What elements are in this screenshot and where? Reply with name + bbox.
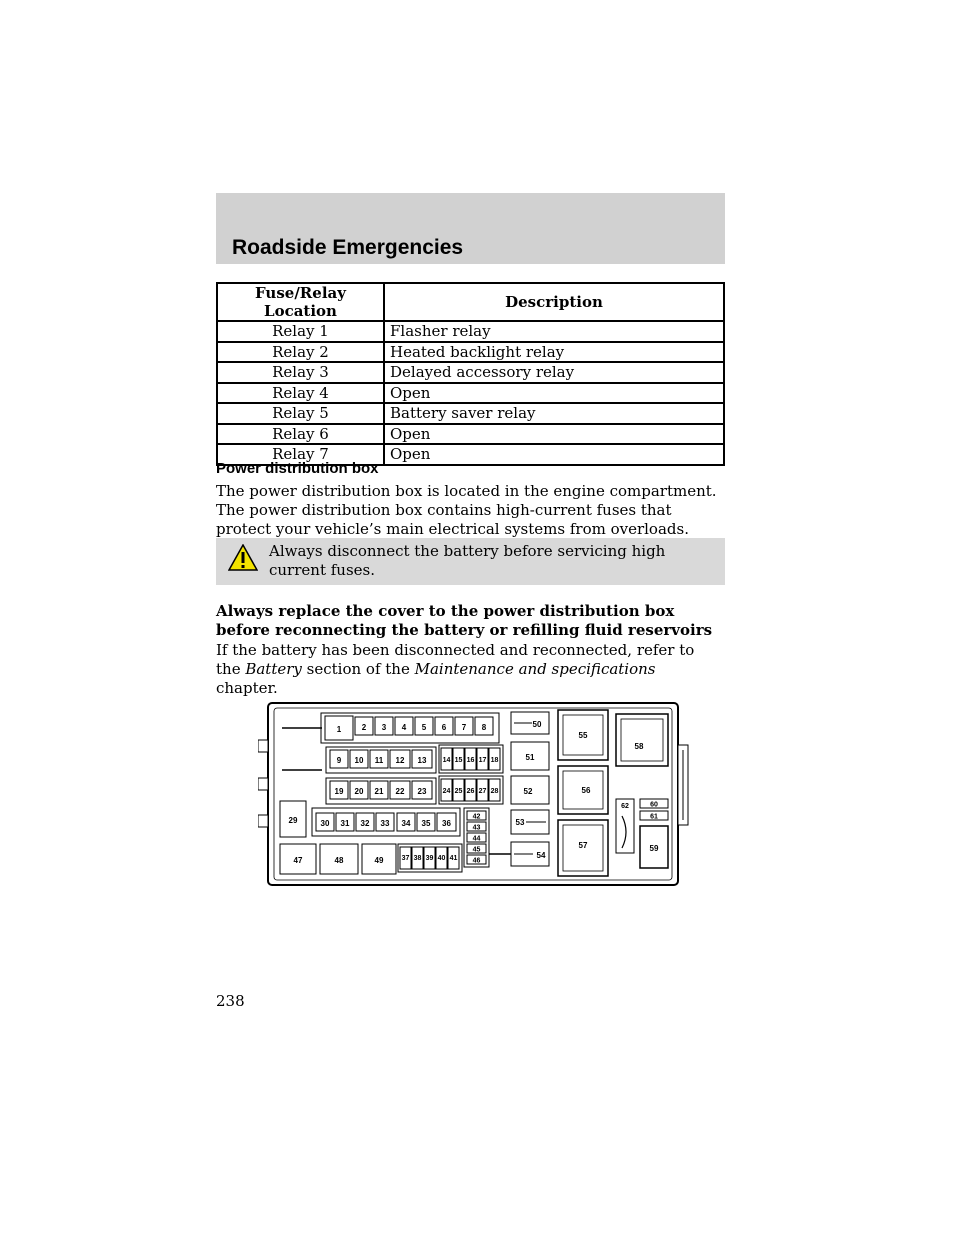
fuse-label-20: 20	[354, 787, 364, 796]
fuse-label-61: 61	[650, 813, 658, 821]
fuse-label-49: 49	[374, 856, 384, 865]
relay-label-57: 57	[578, 841, 588, 850]
fuse-label-5: 5	[421, 723, 427, 732]
fuse-label-45: 45	[472, 846, 481, 854]
cell-location: Relay 3	[217, 362, 384, 383]
fuse-label-48: 48	[334, 856, 344, 865]
fuse-label-6: 6	[441, 723, 447, 732]
table-row	[217, 342, 724, 363]
table-row	[217, 403, 724, 424]
chapter-reference: Maintenance and specifications	[414, 660, 656, 678]
fuse-label-40: 40	[437, 855, 446, 862]
reference-middle: section of the	[301, 660, 415, 678]
fuse-label-59: 59	[649, 844, 659, 853]
fuse-label-41: 41	[449, 855, 458, 862]
fuse-label-44: 44	[472, 835, 481, 843]
cell-location: Relay 2	[217, 342, 384, 363]
fuse-label-46: 46	[472, 857, 481, 865]
table-row	[217, 362, 724, 383]
relay-label-58: 58	[634, 742, 644, 751]
fuse-label-21: 21	[374, 787, 384, 796]
cell-location: Relay 5	[217, 403, 384, 424]
table-row	[217, 424, 724, 445]
warning-text: Always disconnect the battery before servicing high current fuses.	[269, 542, 666, 579]
section-title: Power distribution box	[216, 460, 379, 477]
fuse-label-4: 4	[401, 723, 407, 732]
fuse-label-13: 13	[417, 756, 427, 765]
fuse-label-24: 24	[442, 788, 451, 795]
fuse-label-19: 19	[334, 787, 344, 796]
fuse-label-60: 60	[650, 801, 658, 809]
cell-location: Relay 4	[217, 383, 384, 404]
fuse-label-28: 28	[490, 788, 499, 795]
fuse-label-39: 39	[425, 855, 434, 862]
power-distribution-box-diagram	[258, 700, 698, 890]
cell-description: Open	[384, 444, 724, 465]
fuse-label-50: 50	[532, 720, 542, 729]
fuse-relay-table	[216, 282, 725, 466]
cell-description: Battery saver relay	[384, 403, 724, 424]
fuse-label-54: 54	[536, 851, 546, 860]
fuse-label-33: 33	[380, 819, 390, 828]
fuse-label-7: 7	[461, 723, 467, 732]
fuse-label-32: 32	[360, 819, 370, 828]
battery-reference: Battery	[245, 660, 302, 678]
fuse-label-11: 11	[374, 756, 384, 765]
cell-location: Relay 7	[217, 444, 384, 465]
fuse-label-14: 14	[442, 757, 451, 764]
fuse-label-17: 17	[478, 757, 487, 764]
table-row	[217, 321, 724, 342]
fuse-label-10: 10	[354, 756, 364, 765]
fuse-label-18: 18	[490, 757, 499, 764]
intro-paragraph: The power distribution box is located in the engine compartment. The power distribution box contains high-current fuses that protect your vehicle’s main electrical systems from overloads.	[216, 482, 717, 538]
page-header-title: Roadside Emergencies	[232, 236, 464, 259]
relay-label-56: 56	[581, 786, 591, 795]
fuse-label-47: 47	[293, 856, 303, 865]
fuse-label-16: 16	[466, 757, 475, 764]
fuse-label-25: 25	[454, 788, 463, 795]
cell-location: Relay 6	[217, 424, 384, 445]
fuse-label-15: 15	[454, 757, 463, 764]
cover-note: Always replace the cover to the power distribution box before reconnecting the battery or refilling fluid reservoirs	[216, 602, 713, 639]
fuse-label-27: 27	[478, 788, 487, 795]
fuse-label-42: 42	[472, 813, 481, 821]
cell-description: Flasher relay	[384, 321, 724, 342]
fuse-label-62: 62	[621, 803, 629, 810]
fuse-label-34: 34	[401, 819, 411, 828]
cell-description: Delayed accessory relay	[384, 362, 724, 383]
fuse-label-22: 22	[395, 787, 405, 796]
reference-prefix: If the battery has been disconnected and reconnected, refer to the	[216, 641, 695, 678]
cell-location: Relay 1	[217, 321, 384, 342]
fuse-label-53: 53	[515, 818, 525, 827]
fuse-label-38: 38	[413, 855, 422, 862]
warning-icon	[228, 544, 258, 572]
page-number: 238	[216, 992, 245, 1010]
fuse-label-52: 52	[523, 787, 533, 796]
table-header-row	[217, 283, 724, 321]
table-row	[217, 383, 724, 404]
fuse-label-29: 29	[288, 816, 298, 825]
fuse-label-12: 12	[395, 756, 405, 765]
fuse-label-43: 43	[472, 824, 481, 832]
fuse-label-9: 9	[336, 756, 342, 765]
reference-suffix: chapter.	[216, 679, 278, 697]
column-header-location: Fuse/Relay Location	[217, 283, 384, 321]
fuse-label-23: 23	[417, 787, 427, 796]
relay-label-55: 55	[578, 731, 588, 740]
fuse-label-31: 31	[340, 819, 350, 828]
reference-paragraph	[216, 641, 721, 698]
column-header-description: Description	[384, 283, 724, 321]
fuse-label-1: 1	[336, 725, 342, 734]
fuse-label-51: 51	[525, 753, 535, 762]
fuse-label-2: 2	[361, 723, 367, 732]
fuse-label-8: 8	[481, 723, 487, 732]
cell-description: Open	[384, 424, 724, 445]
warning-box	[216, 538, 725, 585]
cell-description: Heated backlight relay	[384, 342, 724, 363]
fuse-label-36: 36	[442, 819, 451, 828]
fuse-label-35: 35	[421, 819, 431, 828]
fuse-label-26: 26	[466, 788, 475, 795]
fuse-label-37: 37	[401, 855, 410, 862]
cell-description: Open	[384, 383, 724, 404]
fuse-label-3: 3	[381, 723, 387, 732]
fuse-label-30: 30	[320, 819, 330, 828]
